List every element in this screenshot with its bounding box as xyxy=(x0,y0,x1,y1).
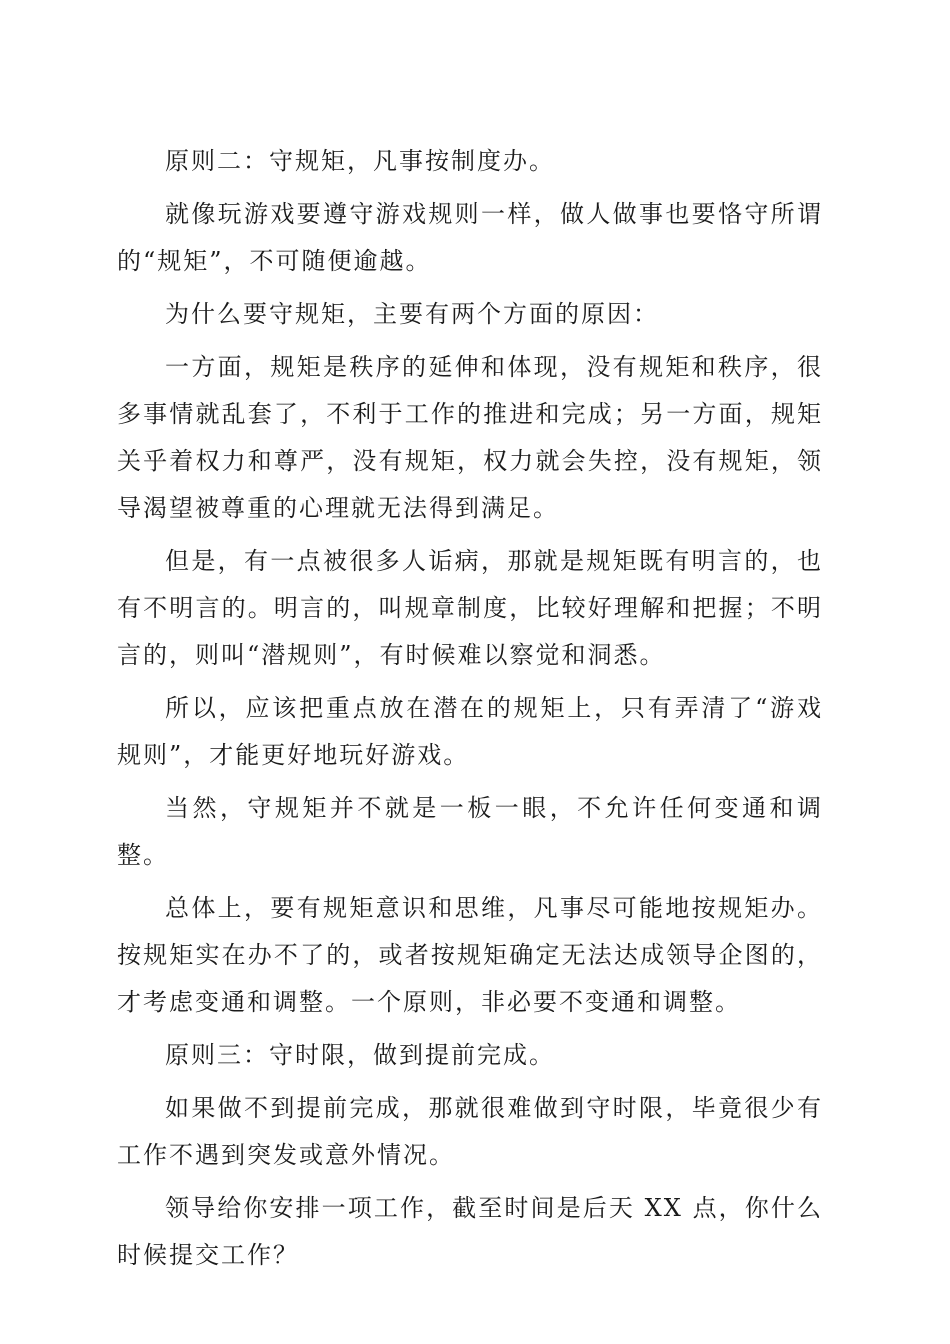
paragraph-explicit-implicit-rules: 但是，有一点被很多人诟病，那就是规矩既有明言的，也有不明言的。明言的，叫规章制度，比较好理解和把握；不明言的，则叫“潜规则”，有时候难以察觉和洞悉。 xyxy=(117,547,823,669)
paragraph-principle-two-heading: 原则二：守规矩，凡事按制度办。 xyxy=(165,147,555,175)
document-body xyxy=(117,138,823,1285)
paragraph-focus-hidden-rules: 所以，应该把重点放在潜在的规矩上，只有弄清了“游戏规则”，才能更好地玩好游戏。 xyxy=(117,694,823,769)
paragraph-two-reasons: 一方面，规矩是秩序的延伸和体现，没有规矩和秩序，很多事情就乱套了，不利于工作的推进和完成；另一方面，规矩关乎着权力和尊严，没有规矩，权力就会失控，没有规矩，领导渴望被尊重的心理就无法得到满足。 xyxy=(117,353,823,522)
paragraph-why-follow-rules: 为什么要守规矩，主要有两个方面的原因： xyxy=(165,300,659,328)
paragraph-overall-principle: 总体上，要有规矩意识和思维，凡事尽可能地按规矩办。按规矩实在办不了的，或者按规矩确定无法达成领导企图的，才考虑变通和调整。一个原则，非必要不变通和调整。 xyxy=(117,894,823,1016)
paragraph-finish-early: 如果做不到提前完成，那就很难做到守时限，毕竟很少有工作不遇到突发或意外情况。 xyxy=(117,1094,823,1169)
paragraph-deadline-question: 领导给你安排一项工作，截至时间是后天 XX 点，你什么时候提交工作？ xyxy=(117,1194,823,1269)
paragraph-principle-three-heading: 原则三：守时限，做到提前完成。 xyxy=(165,1041,555,1069)
paragraph-game-rules-analogy: 就像玩游戏要遵守游戏规则一样，做人做事也要恪守所谓的“规矩”，不可随便逾越。 xyxy=(117,200,823,275)
paragraph-flexibility-note: 当然，守规矩并不就是一板一眼，不允许任何变通和调整。 xyxy=(117,794,823,869)
